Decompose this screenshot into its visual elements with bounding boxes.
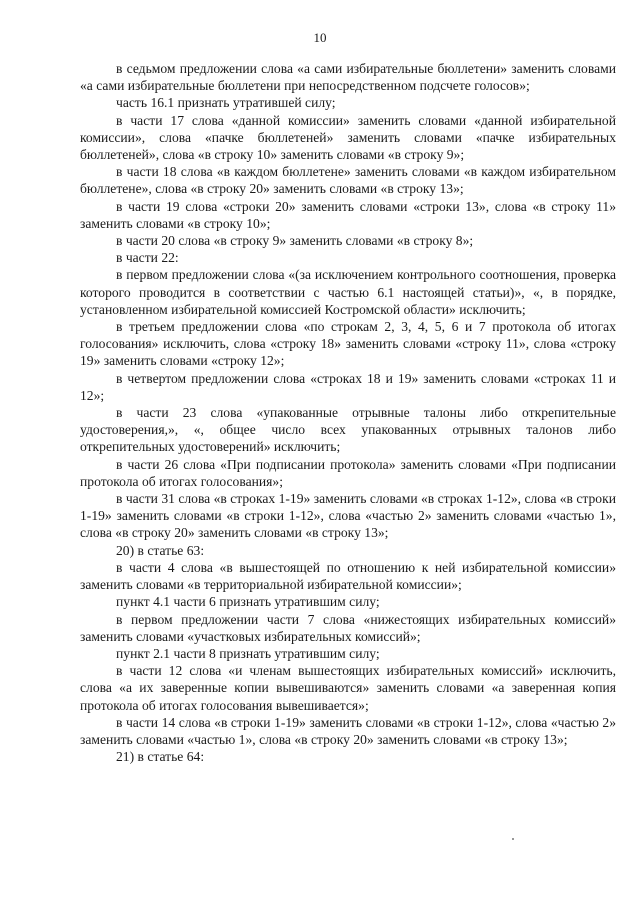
paragraph: в части 31 слова «в строках 1-19» заменить словами «в строках 1-12», слова «в строки 1-19» заменить словами «в строки 1-12», слова «частью 2» заменить словами «частью 1», слова «в строку 20» заменить словами «в строку 13»;	[80, 491, 616, 541]
paragraph: пункт 2.1 части 8 признать утратившим силу;	[116, 645, 380, 661]
paragraph: 20) в статье 63:	[116, 542, 205, 558]
paragraph: пункт 4.1 части 6 признать утратившим силу;	[116, 594, 380, 610]
paragraph: в части 26 слова «При подписании протокола» заменить словами «При подписании протокола об итогах голосования»;	[80, 456, 616, 489]
paragraph: в части 12 слова «и членам вышестоящих избирательных комиссий» исключить, слова «а их заверенные копии вывешиваются» заменить словами «а заверенная копия протокола об итогах голосования вывешивается»;	[80, 663, 616, 713]
paragraph: в части 19 слова «строки 20» заменить словами «строки 13», слова «в строку 11» заменить словами «в строку 10»;	[80, 198, 616, 231]
paragraph: в седьмом предложении слова «а сами избирательные бюллетени» заменить словами «а сами избирательные бюллетени при непосредственном подсчете голосов»;	[80, 61, 616, 94]
paragraph: часть 16.1 признать утратившей силу;	[116, 95, 336, 111]
paragraph: в части 22:	[116, 250, 179, 266]
scan-speck	[512, 838, 514, 840]
paragraph: в части 14 слова «в строки 1-19» заменить словами «в строки 1-12», слова «частью 2» заменить словами «частью 1», слова «в строку 20» заменить словами «в строку 13»;	[80, 714, 616, 747]
paragraph: в части 17 слова «данной комиссии» заменить словами «данной избирательной комиссии», слова «пачке бюллетеней» заменить словами «пачке избирательных бюллетеней», слова «в строку 10» заменить словами «в строку 9»;	[80, 112, 616, 163]
paragraph: в третьем предложении слова «по строкам 2, 3, 4, 5, 6 и 7 протокола об итогах голосования» исключить, слова «строку 18» заменить словами «строку 11», слова «строку 19» заменить словами «строку 12»;	[80, 319, 616, 369]
paragraph: в части 18 слова «в каждом бюллетене» заменить словами «в каждом избирательном бюллетене», слова «в строку 20» заменить словами «в строку 13»;	[80, 164, 616, 197]
page-number: 10	[313, 30, 327, 45]
paragraph: в первом предложении части 7 слова «нижестоящих избирательных комиссий» заменить словами «участковых избирательных комиссий»;	[80, 611, 616, 644]
document-body	[80, 60, 616, 765]
paragraph: в части 20 слова «в строку 9» заменить словами «в строку 8»;	[116, 233, 474, 249]
paragraph: 21) в статье 64:	[116, 749, 205, 765]
paragraph: в четвертом предложении слова «строках 18 и 19» заменить словами «строках 11 и 12»;	[80, 370, 616, 403]
paragraph: в части 4 слова «в вышестоящей по отношению к ней избирательной комиссии» заменить словами «в территориальной избирательной комиссии»;	[80, 559, 616, 593]
paragraph: в части 23 слова «упакованные отрывные талоны либо открепительные удостоверения,», «, общее число всех упакованных отрывных талонов либо открепительных удостоверений» исключить;	[80, 405, 616, 455]
paragraph: в первом предложении слова «(за исключением контрольного соотношения, проверка которого проводится в соответствии с частью 6.1 настоящей статьи)», «, в порядке, установленном избирательной комиссией Костромской области» исключить;	[80, 267, 616, 317]
